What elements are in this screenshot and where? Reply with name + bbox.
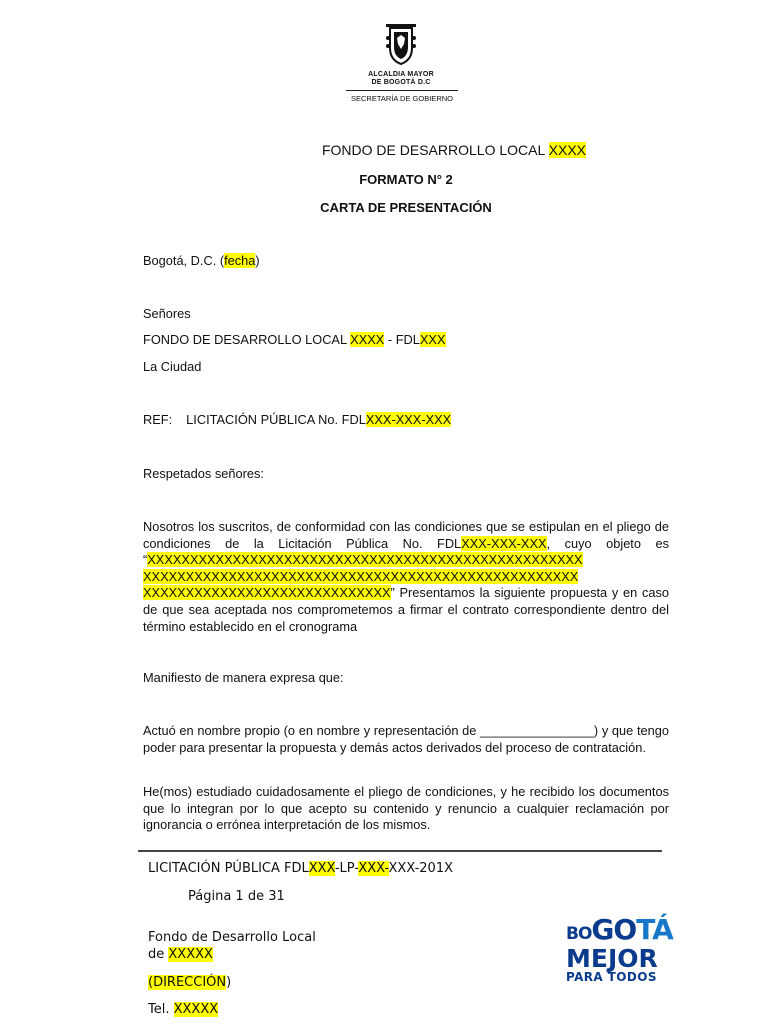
fondo-title-placeholder: XXXX	[548, 142, 586, 158]
bogota-coat-of-arms-icon	[382, 24, 420, 66]
p1-part-b: , cuyo objeto es “	[143, 535, 669, 568]
p1-code: XXX-XXX-XXX	[461, 535, 547, 551]
addressee-prefix: FONDO DE DESARROLLO LOCAL	[143, 332, 351, 347]
secretaria-text: SECRETARÍA DE GOBIERNO	[351, 94, 453, 103]
manifiesto-line: Manifiesto de manera expresa que:	[143, 670, 344, 685]
alcaldia-logo-text	[346, 71, 456, 87]
paragraph-pliego: He(mos) estudiado cuidadosamente el pliego de condiciones, y he recibido los documentos que lo integran por lo que acepto su contenido y renuncio a cualquier reclamación por ignorancia o errónea interpretación de los mismos.	[143, 784, 669, 833]
footer-lic-mid: -LP-	[334, 861, 359, 876]
logo-go: GO	[591, 913, 637, 946]
addressee-code: XXX	[419, 332, 446, 347]
footer-telefono	[148, 1001, 218, 1018]
addressee-fondo	[143, 332, 446, 349]
greeting: Respetados señores:	[143, 466, 264, 481]
alcaldia-line-2: DE BOGOTÁ D.C	[371, 79, 431, 86]
addressee-mid: - FDL	[384, 332, 420, 347]
footer-licitacion	[148, 860, 453, 877]
footer-lic-suffix: XXX-201X	[388, 861, 453, 876]
reference-line	[143, 412, 451, 429]
footer-direccion-placeholder: (DIRECCIÓN	[148, 975, 227, 990]
p1-objeto-placeholder: XXXXXXXXXXXXXXXXXXXXXXXXXXXXXXXXXXXXXXXXXXXXXXXXXXX XXXXXXXXXXXXXXXXXXXXXXXXXXXXXXXXXXXXXXXXXXXXXXXXXXX XXXXXXXXXXXXXXXXXXXXXXXXXXXXX	[143, 552, 583, 601]
date-placeholder: fecha	[224, 253, 256, 268]
ref-text: LICITACIÓN PÚBLICA No. FDL	[186, 412, 366, 427]
paragraph-propuesta	[143, 519, 669, 635]
logo-bo: BO	[566, 924, 592, 944]
footer-direccion	[148, 974, 231, 991]
fondo-title-prefix: FONDO DE DESARROLLO LOCAL	[321, 142, 549, 158]
logo-para-todos: PARA TODOS	[566, 970, 657, 984]
ref-label: REF:	[143, 412, 173, 427]
footer-fondo-placeholder: XXXXX	[168, 947, 213, 962]
formato-heading: FORMATO N° 2	[359, 172, 453, 187]
header-divider	[346, 90, 458, 91]
carta-heading: CARTA DE PRESENTACIÓN	[320, 200, 492, 215]
date-line	[143, 253, 260, 270]
footer-fondo-de: de	[148, 947, 169, 962]
footer-tel-placeholder: XXXXX	[173, 1002, 219, 1017]
footer-lic-code-1: XXX	[308, 861, 335, 876]
footer-fondo-line-2	[148, 946, 213, 963]
alcaldia-line-1: ALCALDIA MAYOR	[368, 71, 434, 78]
p1-part-a: Nosotros los suscritos, de conformidad con las condiciones que se estipulan en el pliego de condiciones de la Licitación Pública No. FDL	[143, 519, 669, 551]
p1-part-c: ” Presentamos la siguiente propuesta y en caso de que sea aceptada nos comprometemos a firmar el contrato correspondiente dentro del término establecido en el cronograma	[143, 585, 669, 634]
fondo-title	[0, 142, 770, 158]
addressee-city: La Ciudad	[143, 359, 202, 374]
logo-ta: TÁ	[636, 913, 673, 946]
salutation-senores: Señores	[143, 306, 191, 321]
footer-direccion-close: )	[226, 975, 232, 990]
footer-divider	[138, 850, 662, 852]
footer-fondo-line-1: Fondo de Desarrollo Local	[148, 930, 316, 945]
date-prefix: Bogotá, D.C. (	[143, 253, 225, 268]
paragraph-representacion: Actuó en nombre propio (o en nombre y representación de ________________) y que tengo poder para presentar la propuesta y demás actos derivados del proceso de contratación.	[143, 723, 669, 755]
footer-tel-prefix: Tel.	[148, 1002, 174, 1017]
page-number: Página 1 de 31	[188, 889, 285, 904]
date-suffix: )	[255, 253, 260, 268]
ref-code: XXX-XXX-XXX	[365, 412, 452, 427]
footer-lic-code-2: XXX-	[358, 861, 389, 876]
footer-lic-prefix: LICITACIÓN PÚBLICA FDL	[148, 861, 309, 876]
logo-mejor: MEJOR	[566, 944, 658, 973]
addressee-placeholder: XXXX	[350, 332, 385, 347]
bogota-mejor-para-todos-logo	[566, 913, 676, 984]
